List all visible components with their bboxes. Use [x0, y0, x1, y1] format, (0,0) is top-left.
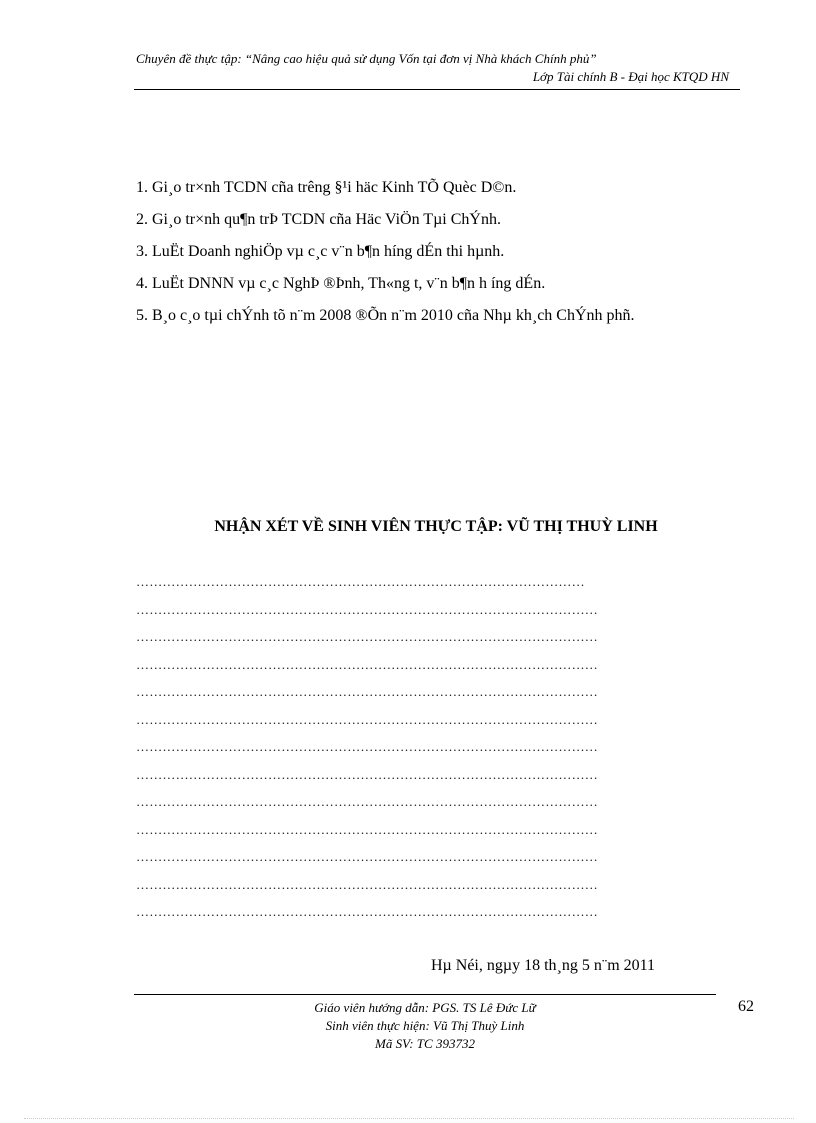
header-divider [134, 89, 740, 90]
review-line: …………………………………………………………………………………………… [136, 656, 598, 672]
review-line: …………………………………………………………………………………………… [136, 601, 598, 617]
review-line: …………………………………………………………………………………………… [136, 794, 598, 809]
page-number: 62 [738, 998, 754, 1015]
review-line: …………………………………………………………………………………………… [136, 849, 598, 864]
review-line: …………………………………………………………………………………………… [136, 904, 598, 919]
review-line: …………………………………………………………………………………………… [136, 821, 598, 837]
reference-item: 4. LuËt DNNN vµ c¸c NghÞ ®Þnh, Th«ng t, v¨n b¶n h íng dÉn. [136, 275, 546, 292]
review-title: NHẬN XÉT VỀ SINH VIÊN THỰC TẬP: VŨ THỊ THUỲ LINH [214, 518, 658, 535]
reference-item: 2. Gi¸o tr×nh qu¶n trÞ TCDN cña Häc ViÖn Tµi ChÝnh. [136, 211, 501, 228]
review-line: …………………………………………………………………………………………… [136, 629, 598, 644]
footer-student-id: Mã SV: TC 393732 [375, 1036, 475, 1051]
date-line: Hµ Néi, ngµy 18 th¸ng 5 n¨m 2011 [431, 957, 656, 974]
footer-student: Sinh viên thực hiện: Vũ Thị Thuỳ Linh [325, 1018, 525, 1033]
header-topic: Chuyên đề thực tập: “Nâng cao hiệu quả sử dụng Vốn tại đơn vị Nhà khách Chính phủ” [136, 51, 597, 66]
reference-item: 3. LuËt Doanh nghiÖp vµ c¸c v¨n b¶n híng dÉn thi hµnh. [136, 243, 505, 260]
review-line: …………………………………………………………………………………………… [136, 684, 598, 699]
reference-item: 5. B¸o c¸o tµi chÝnh tõ n¨m 2008 ®Õn n¨m 2010 cña Nhµ kh¸ch ChÝnh phñ. [136, 307, 635, 324]
review-line: …………………………………………………………………………………………… [136, 766, 598, 782]
reference-item: 1. Gi¸o tr×nh TCDN cña trêng §¹i häc Kinh TÕ Quèc D©n. [136, 179, 517, 196]
footer-divider [134, 994, 716, 995]
footer [200, 999, 650, 1053]
review-line: …………………………………………………………………………………………… [136, 739, 598, 754]
review-line: …………………………………………………………………………………………… [136, 711, 598, 727]
page-bottom-border [24, 1118, 794, 1119]
header-class: Lớp Tài chính B - Đại học KTQD HN [532, 69, 729, 84]
reference-list [136, 178, 756, 338]
review-lines [136, 568, 736, 926]
footer-advisor: Giáo viên hướng dẫn: PGS. TS Lê Đức Lữ [314, 1000, 536, 1015]
review-line: ………………………………………………………………………………………… [136, 574, 585, 589]
review-line: …………………………………………………………………………………………… [136, 876, 598, 892]
